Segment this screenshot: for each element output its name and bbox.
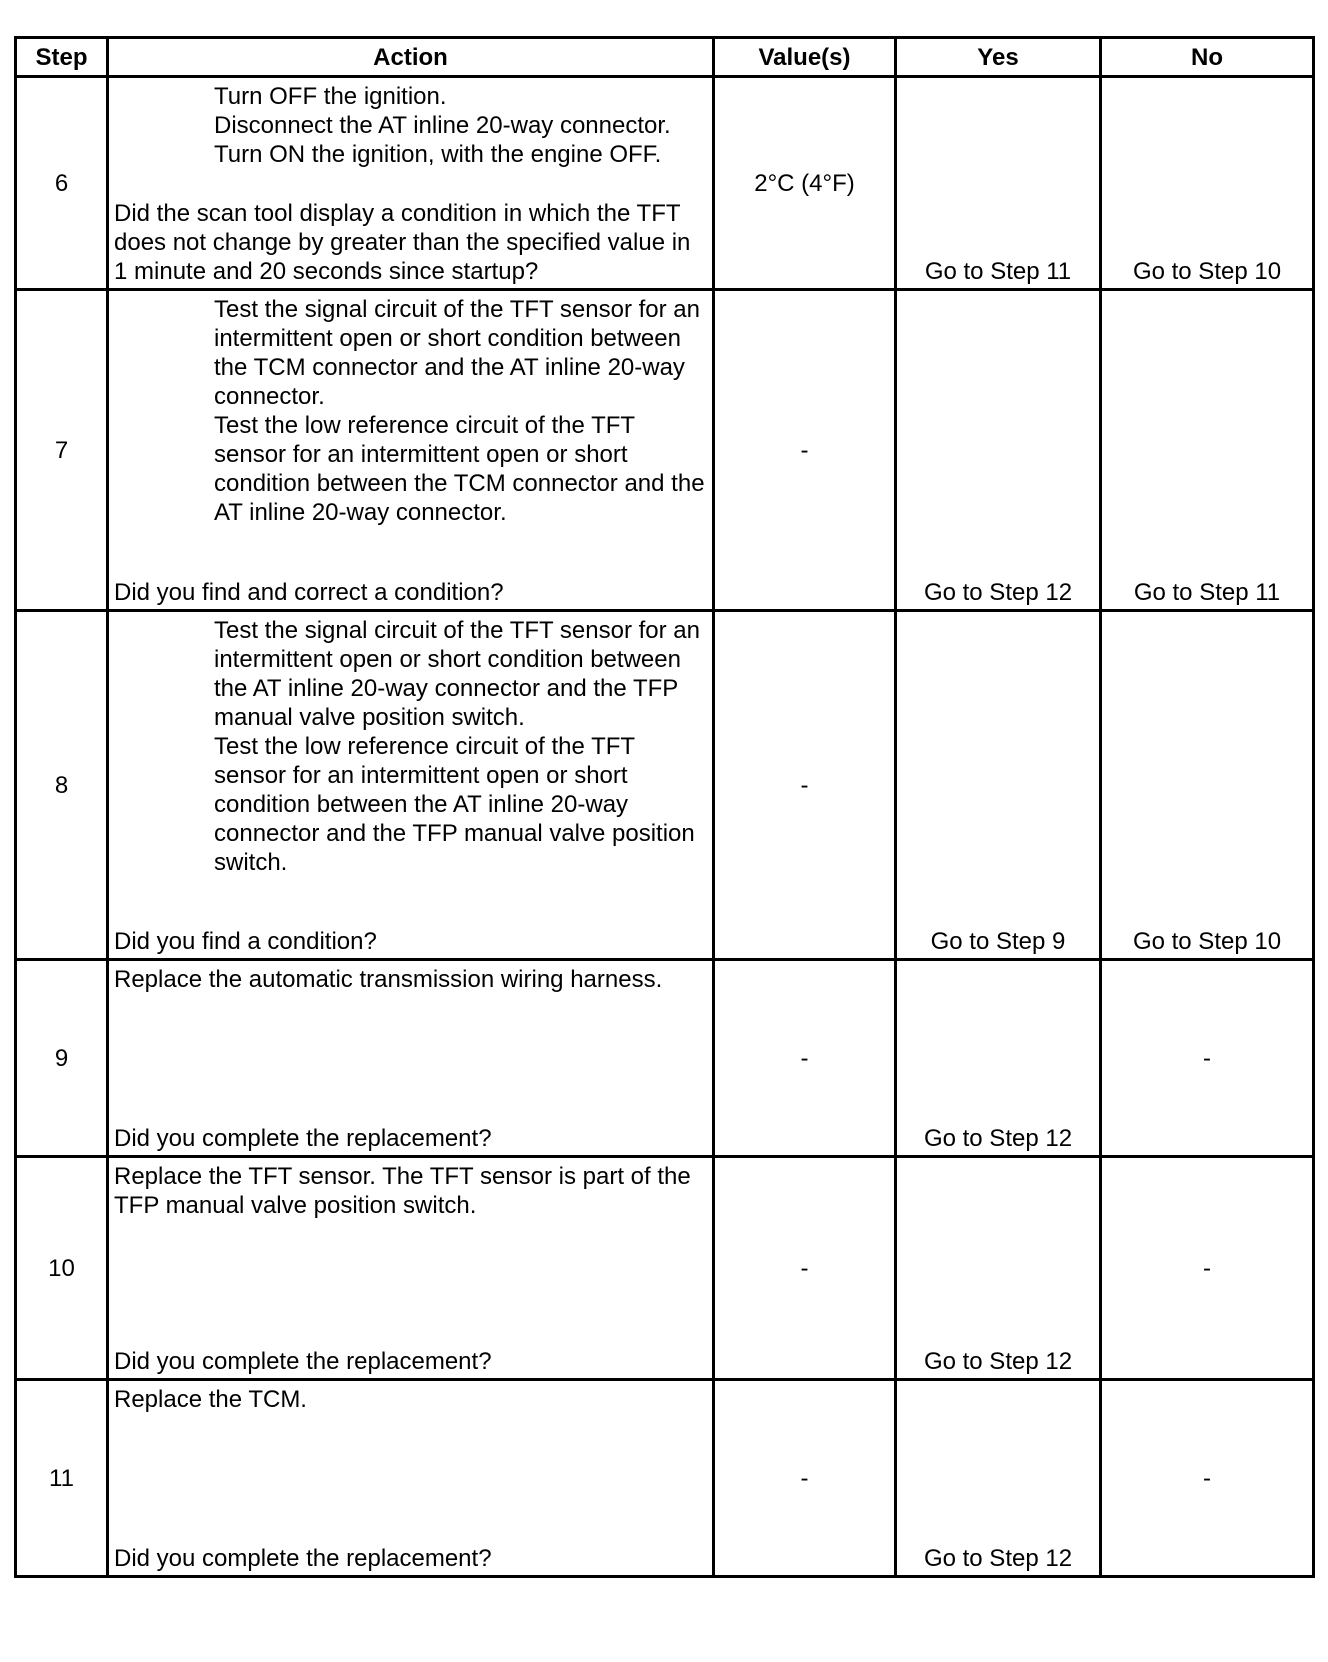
action-list <box>109 1381 712 1414</box>
header-yes: Yes <box>896 38 1101 77</box>
action-item: Test the signal circuit of the TFT sensor for an intermittent open or short condition between the TCM connector and the AT inline 20-way connector. <box>214 296 700 410</box>
value-cell: 2°C (4°F) <box>714 77 896 290</box>
no-cell <box>1101 290 1314 611</box>
action-item: Disconnect the AT inline 20-way connector. <box>214 112 671 139</box>
yes-cell <box>896 77 1101 290</box>
action-question: Did you complete the replacement? <box>114 1545 492 1572</box>
table-row-step-6 <box>16 77 1314 290</box>
yes-cell <box>896 1157 1101 1380</box>
table-row-step-7 <box>16 290 1314 611</box>
table-row-step-11 <box>16 1380 1314 1577</box>
action-cell <box>108 611 714 960</box>
yes-goto-link: Go to Step 12 <box>923 1348 1073 1375</box>
action-item: Test the low reference circuit of the TFT sensor for an intermittent open or short condition between the TCM connector and the AT inline 20-way connector. <box>214 412 705 526</box>
value-cell: - <box>714 960 896 1157</box>
action-cell <box>108 1380 714 1577</box>
value-cell: - <box>714 611 896 960</box>
value-cell: - <box>714 1157 896 1380</box>
no-cell <box>1101 77 1314 290</box>
action-item: Test the low reference circuit of the TFT sensor for an intermittent open or short condition between the AT inline 20-way connector and the TFP manual valve position switch. <box>214 733 695 876</box>
action-list <box>109 612 712 877</box>
no-goto-link: Go to Step 11 <box>1133 579 1281 606</box>
step-number: 9 <box>16 960 108 1157</box>
step-number: 7 <box>16 290 108 611</box>
header-step: Step <box>16 38 108 77</box>
step-number: 11 <box>16 1380 108 1577</box>
header-row <box>16 38 1314 77</box>
action-question: Did you find and correct a condition? <box>114 579 504 606</box>
action-item: Replace the TFT sensor. The TFT sensor is part of the TFP manual valve position switch. <box>114 1163 691 1219</box>
no-goto-link: Go to Step 10 <box>1132 258 1282 285</box>
action-question: Did the scan tool display a condition in which the TFT does not change by greater than the specified value in 1 minute and 20 seconds since startup? <box>114 200 691 285</box>
yes-cell <box>896 611 1101 960</box>
action-item: Replace the TCM. <box>114 1386 307 1413</box>
header-no: No <box>1101 38 1314 77</box>
value-cell: - <box>714 290 896 611</box>
action-list <box>109 78 712 169</box>
header-values: Value(s) <box>714 38 896 77</box>
action-cell <box>108 77 714 290</box>
no-cell: - <box>1101 960 1314 1157</box>
yes-goto-link: Go to Step 9 <box>930 928 1066 955</box>
table-row-step-10 <box>16 1157 1314 1380</box>
no-cell <box>1101 611 1314 960</box>
step-number: 8 <box>16 611 108 960</box>
step-number: 6 <box>16 77 108 290</box>
diagnostic-procedure-table <box>14 36 1315 1578</box>
action-question: Did you complete the replacement? <box>114 1348 492 1375</box>
action-cell <box>108 1157 714 1380</box>
step-number: 10 <box>16 1157 108 1380</box>
no-cell: - <box>1101 1157 1314 1380</box>
action-item: Test the signal circuit of the TFT sensor for an intermittent open or short condition between the AT inline 20-way connector and the TFP manual valve position switch. <box>214 617 700 731</box>
value-cell: - <box>714 1380 896 1577</box>
table-row-step-8 <box>16 611 1314 960</box>
action-item: Replace the automatic transmission wiring harness. <box>114 966 663 993</box>
table-row-step-9 <box>16 960 1314 1157</box>
yes-cell <box>896 1380 1101 1577</box>
action-cell <box>108 960 714 1157</box>
no-cell: - <box>1101 1380 1314 1577</box>
yes-cell <box>896 960 1101 1157</box>
action-list <box>109 961 712 994</box>
action-item: Turn OFF the ignition. <box>214 83 447 110</box>
yes-goto-link: Go to Step 12 <box>923 1545 1073 1572</box>
action-item: Turn ON the ignition, with the engine OFF. <box>214 141 662 168</box>
header-action: Action <box>108 38 714 77</box>
yes-goto-link: Go to Step 12 <box>923 1125 1073 1152</box>
action-list <box>109 1158 712 1220</box>
action-question: Did you complete the replacement? <box>114 1125 492 1152</box>
yes-goto-link: Go to Step 11 <box>924 258 1072 285</box>
no-goto-link: Go to Step 10 <box>1132 928 1282 955</box>
yes-cell <box>896 290 1101 611</box>
action-cell <box>108 290 714 611</box>
action-list <box>109 291 712 527</box>
action-question: Did you find a condition? <box>114 928 377 955</box>
yes-goto-link: Go to Step 12 <box>923 579 1073 606</box>
